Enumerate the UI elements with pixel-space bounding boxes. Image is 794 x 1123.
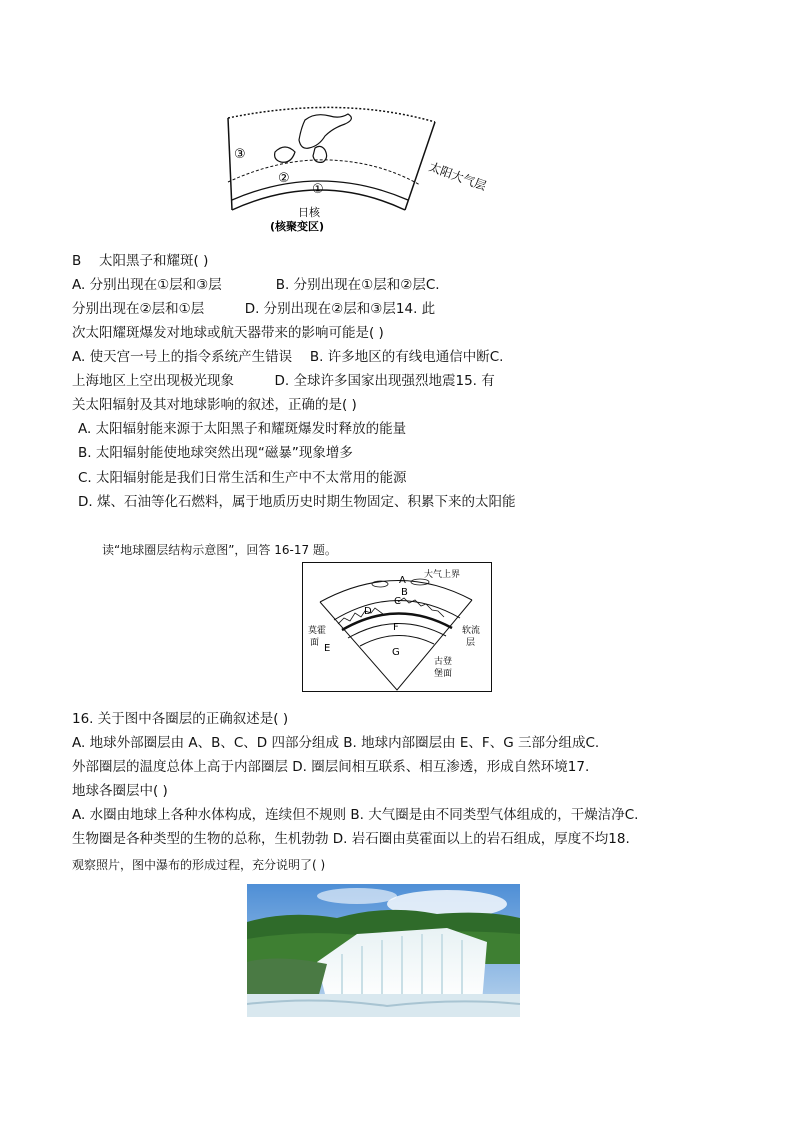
label-a: A [399,575,406,586]
q14-options-line1: A. 使天宫一号上的指令系统产生错误 B. 许多地区的有线电通信中断C. [72,349,504,365]
q14-stem: 次太阳耀斑爆发对地球或航天器带来的影响可能是( ) [72,325,384,341]
sun-layer-2-label: ② [278,171,290,186]
q18-stem: 观察照片，图中瀑布的形成过程，充分说明了( ) [72,858,326,872]
label-f: F [393,622,399,633]
moho-label-1: 莫霍 [308,626,327,636]
moho-label-2: 面 [310,638,320,648]
q15-option-d: D. 煤、石油等化石燃料，属于地质历史时期生物固定、积累下来的太阳能 [78,494,516,510]
sun-layer-1-label: ① [312,182,324,197]
label-c: C [394,596,401,607]
q17-options-line2: 生物圈是各种类型的生物的总称，生机勃勃 D. 岩石圈由莫霍面以上的岩石组成，厚度不均18. [72,831,630,847]
sun-layer-3-label: ③ [234,147,246,162]
waterfall-photo [247,884,520,1017]
asthenosphere-label-2: 层 [466,638,476,648]
label-g: G [392,647,400,658]
sun-structure-figure [220,100,510,235]
sun-core-sub-label: (核聚变区) [270,220,325,233]
q15-option-b: B. 太阳辐射能使地球突然出现“磁暴”现象增多 [78,445,353,461]
q16-options-line2: 外部圈层的温度总体上高于内部圈层 D. 圈层间相互联系、相互渗透，形成自然环境17. [72,759,590,775]
figure-instruction: 读“地球圈层结构示意图”，回答 16-17 题。 [102,543,337,557]
label-b: B [401,587,408,598]
q13-stem: B 太阳黑子和耀斑( ) [72,253,209,269]
q13-options-line1: A. 分别出现在①层和③层 B. 分别出现在①层和②层C. [72,277,440,293]
q17-stem: 地球各圈层中( ) [72,783,168,799]
sun-atmosphere-label: 太阳大气层 [426,159,489,194]
label-d: D [364,606,372,617]
q15-stem: 关太阳辐射及其对地球影响的叙述，正确的是( ) [72,397,357,413]
gutenberg-label-2: 堡面 [434,669,453,679]
label-e: E [324,643,331,654]
q15-option-a: A. 太阳辐射能来源于太阳黑子和耀斑爆发时释放的能量 [78,421,407,437]
q13-options-line2: 分别出现在②层和①层 D. 分别出现在②层和③层14. 此 [72,301,436,317]
gutenberg-label-1: 古登 [434,657,453,667]
q15-option-c: C. 太阳辐射能是我们日常生活和生产中不太常用的能源 [78,470,407,486]
atmosphere-top-label: 大气上界 [424,570,461,580]
q16-options-line1: A. 地球外部圈层由 A、B、C、D 四部分组成 B. 地球内部圈层由 E、F、G 三部分组成C. [72,735,600,751]
q17-options-line1: A. 水圈由地球上各种水体构成，连续但不规则 B. 大气圈是由不同类型气体组成的，干燥洁净C. [72,807,639,823]
asthenosphere-label-1: 软流 [462,626,481,636]
q16-stem: 16. 关于图中各圈层的正确叙述是( ) [72,711,289,727]
sun-core-label: 日核 [298,206,320,219]
q14-options-line2: 上海地区上空出现极光现象 D. 全球许多国家出现强烈地震15. 有 [72,373,495,389]
earth-spheres-figure [302,562,492,692]
